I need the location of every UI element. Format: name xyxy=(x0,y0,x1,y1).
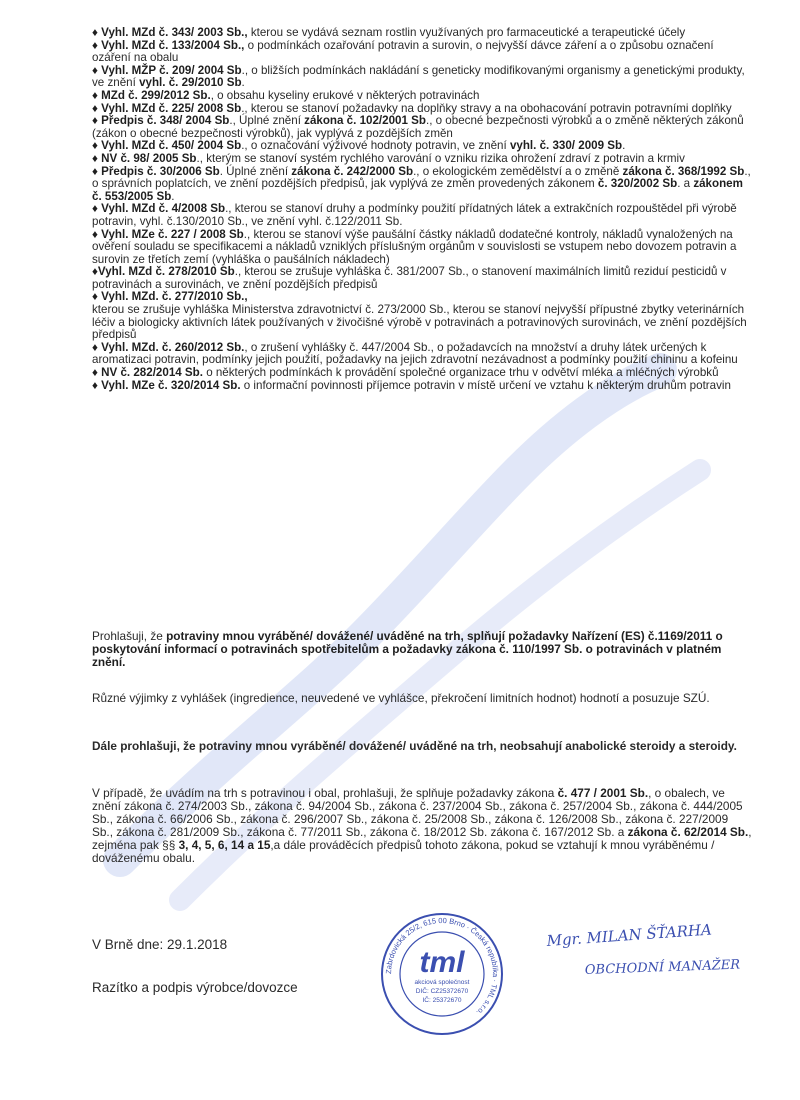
regulation-item xyxy=(92,166,752,204)
stamp-ring-text: Zabrdovická 25/2, 615 00 Brno · Česká republika · TML s.r.o. xyxy=(383,915,501,1018)
bold-reference: vyhl. č. 330/ 2009 Sb xyxy=(509,139,623,153)
regulation-item xyxy=(92,342,752,367)
text-segment: ., o ekologickém zemědělství a o změně xyxy=(413,164,623,178)
text-segment: ., kterým se stanoví systém rychlého varování o vzniku rizika ohrožení zdraví z potravin a krmiv xyxy=(196,151,685,165)
bold-reference: vyhl. č. 29/2010 Sb xyxy=(139,76,242,90)
bold-reference: ♦ Předpis č. 348/ 2004 Sb xyxy=(92,114,230,128)
regulation-item xyxy=(92,65,752,90)
regulation-list xyxy=(92,27,752,392)
bold-reference: ♦ NV č. 282/2014 Sb. xyxy=(92,366,203,380)
text-segment: . Úplné znění xyxy=(219,164,292,178)
bold-reference: zákonem č. 553/2005 Sb xyxy=(92,177,743,203)
bold-reference: ♦ Vyhl. MZd č. 133/2004 Sb., xyxy=(92,38,245,52)
bold-reference: zákona č. 62/2014 Sb. xyxy=(627,825,749,839)
text-segment: ., o správních poplatcích, ve znění pozdějších předpisů, jak vyplývá ze změn provedených zákonem xyxy=(92,164,751,191)
regulation-item xyxy=(92,203,752,228)
regulation-item xyxy=(92,229,752,267)
text-segment: ., o obecné bezpečnosti výrobků a o změně některých zákonů (zákon o obecné bezpečnosti výrobků), jak vyplývá z pozdějších změn xyxy=(92,114,744,140)
conformity-declaration xyxy=(92,630,752,669)
date-line: V Brně dne: 29.1.2018 xyxy=(92,937,228,952)
stamp-line-3: IČ: 25372670 xyxy=(422,997,462,1004)
bold-reference: zákona č. 102/2001 Sb xyxy=(304,114,426,128)
regulation-item xyxy=(92,380,752,393)
text-segment: Prohlašuji, že xyxy=(92,629,167,643)
text-segment: ., o bližších podmínkách nakládání s geneticky modifikovanými organismy a genetickými produkty, ve znění xyxy=(92,63,745,90)
text-segment: o informační povinnosti příjemce potravin v místě určení ve vztahu k některým druhům potravin xyxy=(240,378,731,392)
regulation-item xyxy=(92,40,752,65)
text-segment: . xyxy=(171,189,175,203)
company-stamp xyxy=(378,910,506,1038)
bold-reference: ♦ Vyhl. MŽP č. 209/ 2004 Sb xyxy=(92,63,242,77)
bold-reference: 3, 4, 5, 6, 14 a 15 xyxy=(178,838,271,852)
text-segment: , o obsahu kyseliny erukové v některých potravinách xyxy=(210,88,480,102)
bold-reference: č. 320/2002 Sb xyxy=(597,177,678,191)
text-segment: kterou se zrušuje vyhláška Ministerstva zdravotnictví č. 273/2000 Sb., kterou se stanoví nejvyšší přípustné zbytky veterinárních léčiv a biologicky aktivních látek používaných v živočišné výrobě v potravinách a potravinových surovinách, ve znění pozdějších předpisů xyxy=(92,303,747,342)
signature-title: OBCHODNÍ MANAŽER xyxy=(584,957,741,978)
bold-reference: ♦ Vyhl. MZd č. 4/2008 Sb xyxy=(92,202,226,216)
bold-reference: ♦ Předpis č. 30/2006 Sb xyxy=(92,164,220,178)
bold-reference: potraviny mnou vyráběné/ dovážené/ uváděné na trh, splňují požadavky Nařízení (ES) č.1169/2011 o poskytování informací o potravinách spotřebitelům a požadavky zákona č. 110/1997 Sb. o potravinách v platném znění. xyxy=(92,629,723,669)
bold-reference: zákona č. 368/1992 Sb xyxy=(622,164,745,178)
text-segment: ., kterou se zrušuje vyhláška č. 381/2007 Sb., o stanovení maximálních limitů reziduí pesticidů v potravinách a surovinách, ve znění pozdějších předpisů xyxy=(92,265,727,291)
bold-reference: ♦ NV č. 98/ 2005 Sb xyxy=(92,151,197,165)
bold-reference: č. 477 / 2001 Sb. xyxy=(557,786,649,800)
signature-name: Mgr. MILAN ŠŤARHA xyxy=(546,920,713,950)
bold-reference: ♦ Vyhl. MZe č. 227 / 2008 Sb xyxy=(92,227,244,241)
text-segment: ., kterou se stanoví druhy a podmínky použití přídatných látek a extrakčních rozpouštědel při výrobě potravin, vyhl. č.130/2010 Sb., ve znění vyhl. č.122/2011 Sb. xyxy=(92,202,737,228)
text-segment: V případě, že uvádím na trh s potravinou i obal, prohlašuji, že splňuje požadavky zákona xyxy=(92,786,558,800)
bold-reference: ♦ Vyhl. MZd. č. 260/2012 Sb. xyxy=(92,340,245,354)
bold-reference: ♦Vyhl. MZd č. 278/2010 Sb xyxy=(92,265,235,279)
bold-reference: ♦ Vyhl. MZe č. 320/2014 Sb. xyxy=(92,378,241,392)
stamp-line-1: akciová společnost xyxy=(414,979,470,986)
regulation-item xyxy=(92,266,752,291)
text-segment: . xyxy=(622,139,626,153)
text-segment: . a xyxy=(677,177,694,191)
regulation-item xyxy=(92,304,752,342)
text-segment: o podmínkách ozařování potravin a surovin, o nejvyšší dávce záření a o způsobu označení ozáření na obalu xyxy=(92,38,714,65)
text-segment: ,a dále prováděcích předpisů tohoto zákona, pokud se vztahují k mnou vyráběnému / dováženému obalu. xyxy=(92,838,715,865)
exceptions-note: Různé výjimky z vyhlášek (ingredience, neuvedené ve vyhlášce, překročení limitních hodnot) hodnotí a posuzuje SZÚ. xyxy=(92,691,710,705)
text-segment: , o zrušení vyhlášky č. 447/2004 Sb., o požadavcích na množství a druhy látek určených k aromatizaci potravin, podmínky jejich použití, požadavky na jejich zdravotní nezávadnost a podmínky použití chininu a kofeinu xyxy=(92,340,738,367)
bold-reference: ♦ MZd č. 299/2012 Sb. xyxy=(92,88,211,102)
stamp-logo: tml xyxy=(419,946,465,979)
text-segment: kterou se vydává seznam rostlin využívaných pro farmaceutické a terapeutické účely xyxy=(247,26,686,39)
bold-reference: ♦ Vyhl. MZd č. 225/ 2008 Sb xyxy=(92,101,242,115)
text-segment: ., kterou se stanoví požadavky na doplňky stravy a na obohacování potravin potravními doplňky xyxy=(241,101,732,115)
steroids-declaration: Dále prohlašuji, že potraviny mnou vyráběné/ dovážené/ uváděné na trh, neobsahují anabolické steroidy a steroidy. xyxy=(92,739,737,753)
bold-reference: ♦ Vyhl. MZd. č. 277/2010 Sb., xyxy=(92,290,248,304)
stamp-signature-label: Razítko a podpis výrobce/dovozce xyxy=(92,980,298,995)
text-segment: ., Úplné znění xyxy=(229,114,305,128)
text-segment: ., kterou se stanoví výše paušální částky nákladů dodatečné kontroly, nákladů vynaložených na ověření souladu se specifikacemi a nákladů vzniklých příslušným orgánům v souvislosti se vstupem nebo dovozem potravin a surovin ze třetích zemí (vyhláška o paušálních nákladech) xyxy=(92,227,737,266)
text-segment: . xyxy=(241,76,245,90)
text-segment: , o obalech, ve znění zákona č. 274/2003 Sb., zákona č. 94/2004 Sb., zákona č. 237/2004 Sb., zákona č. 257/2004 Sb., zákona č. 444/2005 Sb., zákona č. 66/2006 Sb., zákona č. 296/2007 Sb., zákona č. 25/2008 Sb., zákona č. 126/2008 Sb., zákona č. 227/2009 Sb., zákona č. 281/2009 Sb., zákona č. 77/2011 Sb., zákona č. 18/2012 Sb. zákona č. 167/2012 Sb. a xyxy=(92,786,743,839)
packaging-declaration xyxy=(92,787,752,865)
bold-reference: zákona č. 242/2000 Sb xyxy=(291,164,414,178)
regulation-item xyxy=(92,115,752,140)
text-segment: o některých podmínkách k provádění společné organizace trhu v odvětví mléka a mléčných výrobků xyxy=(202,366,719,380)
text-segment: ., o označování výživové hodnoty potravin, ve znění xyxy=(241,139,510,153)
stamp-line-2: DIČ: CZ25372670 xyxy=(415,988,469,995)
handwritten-signature xyxy=(545,920,800,1000)
bold-reference: ♦ Vyhl. MZd č. 450/ 2004 Sb xyxy=(92,139,242,153)
bold-reference: ♦ Vyhl. MZd č. 343/ 2003 Sb., xyxy=(92,26,248,39)
text-segment: , zejména pak §§ xyxy=(92,825,752,852)
